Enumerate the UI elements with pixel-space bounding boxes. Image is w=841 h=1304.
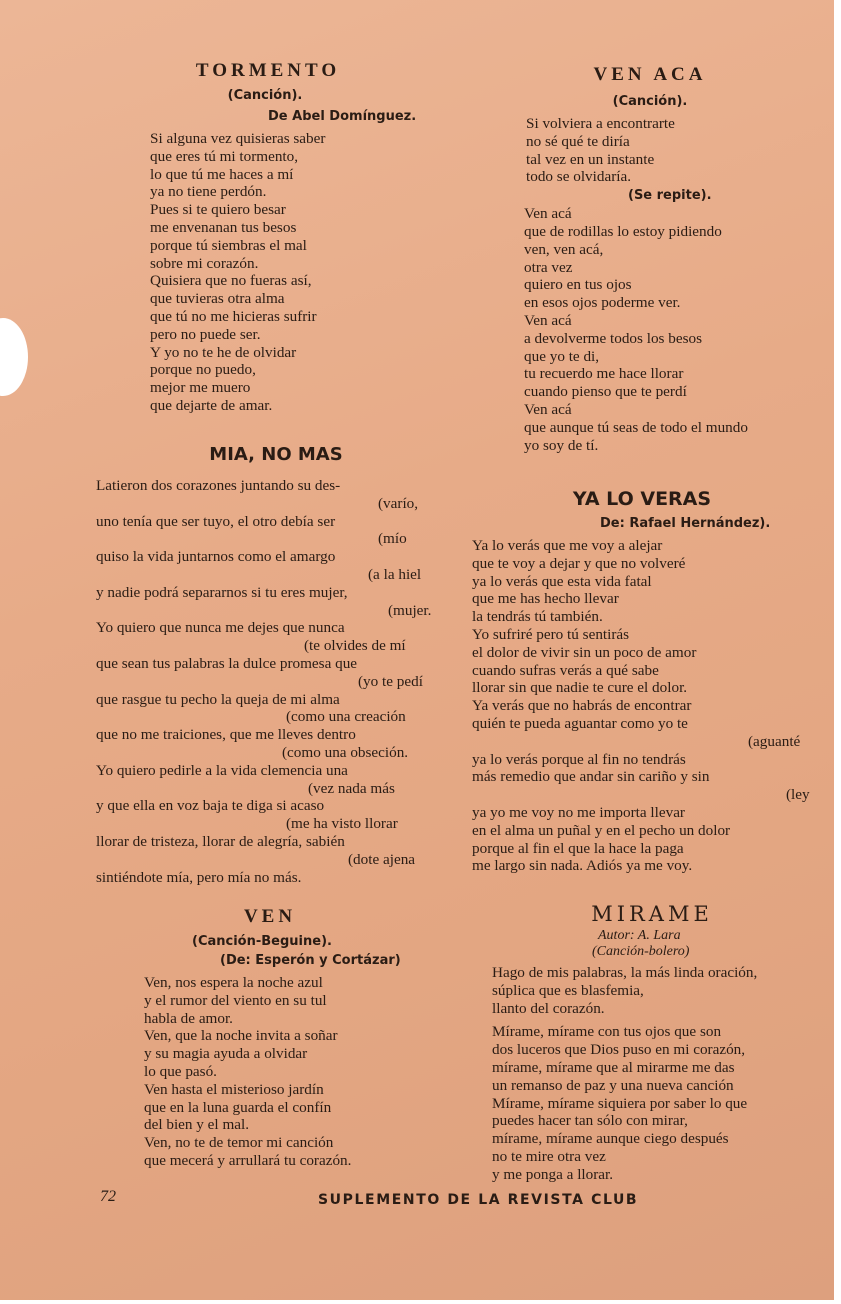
lyric-line-continuation: (varío, bbox=[378, 494, 419, 512]
lyric-line: Ven, que la noche invita a soñar bbox=[144, 1027, 338, 1045]
lyric-line: que en la luna guarda el confín bbox=[144, 1098, 332, 1116]
song-lyrics-stanza-2 bbox=[492, 1023, 822, 1183]
lyric-line-continuation: (me ha visto llorar bbox=[286, 815, 398, 833]
lyric-line-continuation: (vez nada más bbox=[308, 779, 395, 797]
lyric-line: Ven, no te de temor mi canción bbox=[144, 1134, 334, 1152]
lyric-line: a devolverme todos los besos bbox=[524, 329, 703, 347]
lyric-line: no sé qué te diría bbox=[526, 132, 630, 150]
song-author: Autor: A. Lara bbox=[598, 928, 681, 943]
lyric-line: mírame, mírame que al mirarme me das bbox=[492, 1058, 735, 1076]
lyric-line: del bien y el mal. bbox=[144, 1116, 250, 1134]
lyric-line: Ven acá bbox=[524, 311, 572, 329]
lyric-line: Ya verás que no habrás de encontrar bbox=[472, 697, 692, 715]
lyric-line: ya yo me voy no me importa llevar bbox=[472, 803, 685, 821]
lyric-line: que rasgue tu pecho la queja de mi alma bbox=[96, 690, 340, 708]
lyric-line-continuation: (aguanté bbox=[748, 732, 801, 750]
lyric-line: ya no tiene perdón. bbox=[150, 183, 267, 201]
song-lyrics-stanza-2 bbox=[522, 205, 822, 454]
page-notch bbox=[0, 318, 28, 396]
lyric-line: Mírame, mírame con tus ojos que son bbox=[492, 1023, 722, 1041]
lyric-line: que me has hecho llevar bbox=[472, 590, 619, 608]
lyric-line-continuation: (a la hiel bbox=[368, 565, 422, 583]
lyric-line: sobre mi corazón. bbox=[150, 254, 259, 272]
lyric-line: que no me traiciones, que me lleves dentro bbox=[96, 726, 356, 744]
lyric-line-continuation: (dote ajena bbox=[348, 850, 416, 868]
lyric-line: mejor me muero bbox=[150, 379, 251, 397]
song-ven bbox=[140, 906, 440, 1170]
lyric-line: un remanso de paz y una nueva canción bbox=[492, 1076, 734, 1094]
lyric-line: súplica que es blasfemia, bbox=[492, 981, 644, 999]
song-type: (Canción). bbox=[227, 88, 303, 103]
lyric-line: llorar de tristeza, llorar de alegría, sabién bbox=[96, 832, 345, 850]
song-ven-aca bbox=[522, 64, 822, 454]
lyric-line: Si alguna vez quisieras saber bbox=[150, 130, 326, 147]
song-title: MIA, NO MAS bbox=[209, 444, 343, 465]
song-lyrics-stanza-1 bbox=[492, 964, 822, 1017]
footer-title: SUPLEMENTO DE LA REVISTA CLUB bbox=[318, 1192, 639, 1208]
lyric-line: más remedio que andar sin cariño y sin bbox=[472, 768, 710, 786]
lyric-line: Latieron dos corazones juntando su des- bbox=[96, 477, 341, 494]
lyric-line: y su magia ayuda a olvidar bbox=[144, 1045, 308, 1063]
lyric-line: quiso la vida juntarnos como el amargo bbox=[96, 548, 336, 566]
lyric-line: cuando sufras verás a qué sabe bbox=[472, 661, 659, 679]
lyric-line-continuation: (yo te pedí bbox=[358, 672, 423, 690]
lyric-line: quiero en tus ojos bbox=[524, 276, 632, 294]
lyric-line-continuation: (te olvides de mí bbox=[304, 637, 406, 655]
lyric-line: tu recuerdo me hace llorar bbox=[524, 365, 684, 383]
repeat-note: (Se repite). bbox=[628, 188, 712, 204]
lyric-line: sintiéndote mía, pero mía no más. bbox=[96, 868, 302, 886]
lyric-line: dos luceros que Dios puso en mi corazón, bbox=[492, 1041, 746, 1059]
lyric-line-continuation: (ley bbox=[786, 786, 810, 804]
lyric-line: y el rumor del viento en su tul bbox=[144, 991, 327, 1009]
song-title: YA LO VERAS bbox=[572, 488, 712, 510]
song-author: De Abel Domínguez. bbox=[268, 109, 417, 124]
lyric-line: lo que tú me haces a mí bbox=[150, 165, 294, 183]
song-lyrics bbox=[96, 477, 456, 886]
song-lyrics bbox=[140, 130, 450, 415]
lyric-line: y que ella en voz baja te diga si acaso bbox=[96, 797, 325, 815]
lyric-line: otra vez bbox=[524, 258, 573, 276]
lyric-line: todo se olvidaría. bbox=[526, 168, 632, 186]
lyric-line-continuation: (como una creación bbox=[286, 708, 406, 726]
lyric-line: Ya lo verás que me voy a alejar bbox=[472, 537, 663, 554]
lyric-line: el dolor de vivir sin un poco de amor bbox=[472, 643, 697, 661]
song-type: (Canción-Beguine). bbox=[192, 934, 332, 949]
lyric-line: porque al fin el que la hace la paga bbox=[472, 839, 684, 857]
lyric-line-continuation: (como una obseción. bbox=[282, 743, 409, 761]
lyric-line: que eres tú mi tormento, bbox=[150, 147, 299, 165]
lyric-line-continuation: (mío bbox=[378, 530, 407, 548]
song-author: De: Rafael Hernández). bbox=[600, 516, 771, 531]
song-mia-no-mas bbox=[96, 444, 456, 886]
song-ya-lo-veras bbox=[472, 488, 822, 875]
lyric-line: que mecerá y arrullará tu corazón. bbox=[144, 1151, 352, 1169]
song-tormento bbox=[140, 60, 450, 415]
song-author: (De: Esperón y Cortázar) bbox=[220, 953, 401, 968]
lyric-line: Ven hasta el misterioso jardín bbox=[144, 1080, 324, 1098]
song-title: MIRAME bbox=[591, 902, 713, 926]
song-lyrics-stanza-1 bbox=[522, 115, 822, 186]
lyric-line: ya lo verás porque al fin no tendrás bbox=[472, 750, 686, 768]
lyric-line: ya lo verás que esta vida fatal bbox=[472, 572, 652, 590]
lyric-line: Hago de mis palabras, la más linda oración, bbox=[492, 964, 758, 981]
lyric-line: yo soy de tí. bbox=[524, 436, 599, 454]
lyric-line: en esos ojos poderme ver. bbox=[524, 294, 681, 312]
lyric-line: Pues si te quiero besar bbox=[150, 201, 286, 219]
lyric-line: que aunque tú seas de todo el mundo bbox=[524, 418, 748, 436]
lyric-line: que dejarte de amar. bbox=[150, 396, 273, 414]
lyric-line: la tendrás tú también. bbox=[472, 608, 603, 626]
lyric-line: uno tenía que ser tuyo, el otro debía ser bbox=[96, 512, 336, 530]
lyric-line: que tú no me hicieras sufrir bbox=[150, 307, 317, 325]
lyric-line: me largo sin nada. Adiós ya me voy. bbox=[472, 857, 693, 875]
lyric-line: porque tú siembras el mal bbox=[150, 236, 307, 254]
lyric-line: que de rodillas lo estoy pidiendo bbox=[524, 222, 722, 240]
lyric-line: y me ponga a llorar. bbox=[492, 1165, 614, 1183]
lyric-line: Ven acá bbox=[524, 205, 572, 223]
page-number: 72 bbox=[100, 1188, 116, 1205]
lyric-line: y nadie podrá separarnos si tu eres mujer, bbox=[96, 583, 348, 601]
lyric-line: ven, ven acá, bbox=[524, 240, 604, 258]
lyric-line: Ven acá bbox=[524, 400, 572, 418]
lyric-line: quién te pueda aguantar como yo te bbox=[472, 714, 688, 732]
song-title: VEN bbox=[243, 906, 297, 927]
song-type: (Canción-bolero) bbox=[592, 944, 690, 959]
lyric-line: tal vez en un instante bbox=[526, 150, 655, 168]
lyric-line: Yo quiero que nunca me dejes que nunca bbox=[96, 619, 345, 637]
lyric-line: Si volviera a encontrarte bbox=[526, 115, 675, 132]
lyric-line: en el alma un puñal y en el pecho un dolor bbox=[472, 821, 731, 839]
lyric-line: Quisiera que no fueras así, bbox=[150, 272, 312, 290]
lyric-line: me envenanan tus besos bbox=[150, 218, 297, 236]
song-lyrics bbox=[140, 974, 440, 1170]
lyric-line: pero no puede ser. bbox=[150, 325, 261, 343]
song-lyrics bbox=[472, 537, 822, 875]
lyric-line: no te mire otra vez bbox=[492, 1147, 606, 1165]
lyric-line: porque no puedo, bbox=[150, 361, 256, 379]
lyric-line: lo que pasó. bbox=[144, 1062, 217, 1080]
lyric-line: que tuvieras otra alma bbox=[150, 290, 285, 308]
lyric-line-continuation: (mujer. bbox=[388, 601, 432, 619]
lyric-line: cuando pienso que te perdí bbox=[524, 383, 687, 401]
lyric-line: Y yo no te he de olvidar bbox=[150, 343, 297, 361]
lyric-line: que yo te di, bbox=[524, 347, 600, 365]
lyric-line: llanto del corazón. bbox=[492, 999, 605, 1017]
lyric-line: Ven, nos espera la noche azul bbox=[144, 974, 323, 991]
lyric-line: Yo quiero pedirle a la vida clemencia una bbox=[96, 761, 348, 779]
lyric-line: Yo sufriré pero tú sentirás bbox=[472, 625, 630, 643]
song-type: (Canción). bbox=[612, 94, 688, 109]
song-mirame bbox=[492, 902, 822, 1184]
lyric-line: Mírame, mírame siquiera por saber lo que bbox=[492, 1094, 748, 1112]
song-title: TORMENTO bbox=[195, 60, 341, 81]
lyric-line: que sean tus palabras la dulce promesa que bbox=[96, 654, 358, 672]
lyric-line: habla de amor. bbox=[144, 1009, 233, 1027]
lyric-line: puedes hacer tan sólo con mirar, bbox=[492, 1112, 688, 1130]
lyric-line: llorar sin que nadie te cure el dolor. bbox=[472, 679, 688, 697]
lyric-line: que te voy a dejar y que no volveré bbox=[472, 554, 686, 572]
lyric-line: mírame, mírame aunque ciego después bbox=[492, 1130, 729, 1148]
song-title: VEN ACA bbox=[593, 64, 707, 85]
